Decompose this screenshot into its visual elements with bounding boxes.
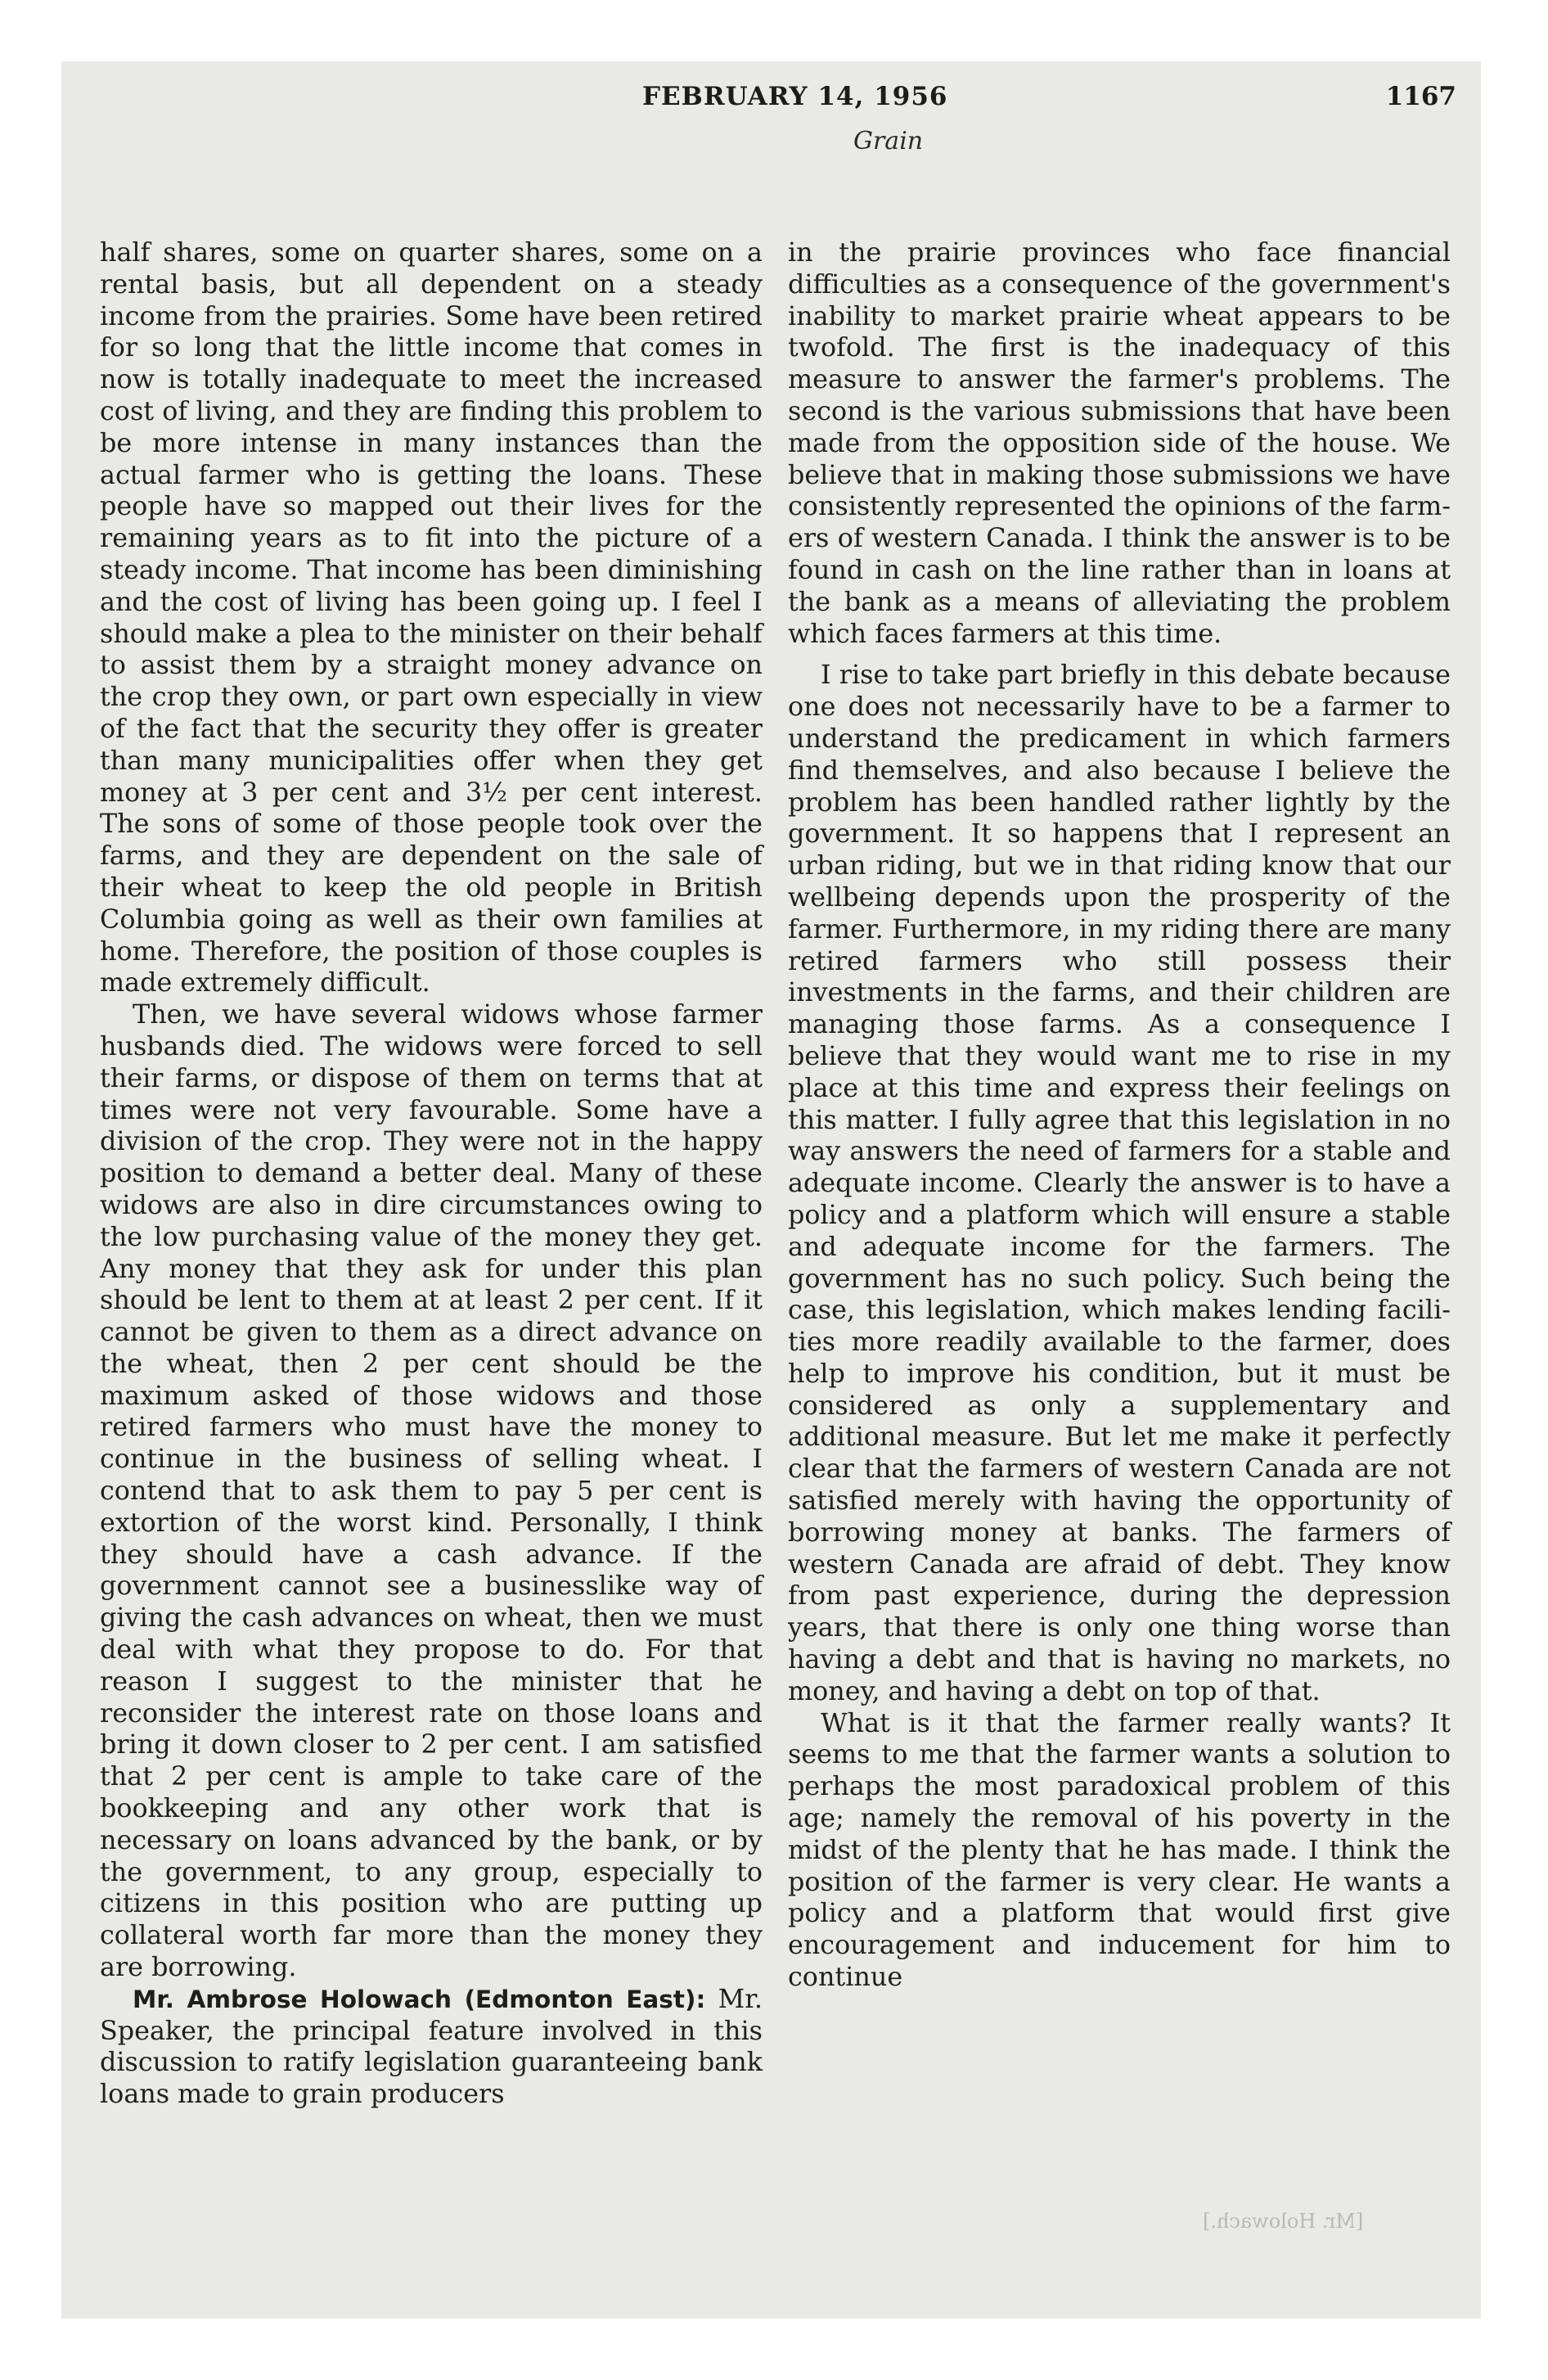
paragraph: half shares, some on quarter shares, some on a rental basis, but all dependent on a steady income from the prairies. Some have been retired for so long that the little income that comes in now is totally inadequate to meet the increased cost of living, and they are finding this problem to be more intense in many instances than the actual farmer who is getting the loans. These people have so mapped out their lives for the remaining years as to fit into the picture of a steady income. That income has been diminishing and the cost of living has been going up. I feel I should make a plea to the minister on their behalf to assist them by a straight money advance on the crop they own, or part own especially in view of the fact that the security they offer is greater than many municipalities offer when they get money at 3 per cent and 3½ per cent interest. The sons of some of those people took over the farms, and they are dependent on the sale of their wheat to keep the old people in British Columbia going as well as their own families at home. Therefore, the position of those couples is made extremely difficult. bbox=[100, 237, 763, 998]
speech-text: Mr. Speaker, the principal feature involved in this discussion to ratify legislation guaranteeing bank loans made to grain producers bbox=[100, 1983, 763, 2110]
paragraph: What is it that the farmer really wants? It seems to me that the farmer wants a solution to perhaps the most paradoxical problem of this age; namely the removal of his poverty in the midst of the plenty that he has made. I think the position of the farmer is very clear. He wants a policy and a platform that would first give encouragement and inducement for him to continue bbox=[788, 1707, 1451, 1993]
left-column bbox=[100, 237, 763, 2111]
show-through-footer: [Mr. Holowach.] bbox=[1203, 2210, 1364, 2233]
page-header bbox=[61, 82, 1481, 115]
page-number: 1167 bbox=[1385, 82, 1456, 111]
page-date: FEBRUARY 14, 1956 bbox=[642, 82, 948, 111]
section-title: Grain bbox=[853, 127, 924, 156]
paragraph: in the prairie provinces who face financial difficulties as a consequence of the government's inability to market prairie wheat appears to be twofold. The first is the inadequacy of this measure to answer the farmer's problems. The second is the various submissions that have been made from the opposition side of the house. We believe that in making those submissions we have consistently represented the opinions of the farmers of western Canada. I think the answer is to be found in cash on the line rather than in loans at the bank as a means of alleviating the problem which faces farmers at this time. bbox=[788, 237, 1451, 649]
right-column bbox=[788, 237, 1451, 1994]
speech-paragraph bbox=[100, 1984, 763, 2111]
paragraph: Then, we have several widows whose farmer husbands died. The widows were forced to sell their farms, or dispose of them on terms that at times were not very favourable. Some have a division of the crop. They were not in the happy position to demand a better deal. Many of these widows are also in dire circumstances owing to the low purchasing value of the money they get. Any money that they ask for under this plan should be lent to them at at least 2 per cent. If it cannot be given to them as a direct advance on the wheat, then 2 per cent should be the maximum asked of those widows and those retired farmers who must have the money to continue in the business of selling wheat. I contend that to ask them to pay 5 per cent is extortion of the worst kind. Personally, I think they should have a cash advance. If the government cannot see a businesslike way of giving the cash advances on wheat, then we must deal with what they propose to do. For that reason I suggest to the minister that he reconsider the interest rate on those loans and bring it down closer to 2 per cent. I am satisfied that 2 per cent is ample to take care of the bookkeeping and any other work that is necessary on loans advanced by the bank, or by the government, to any group, especially to citizens in this position who are putting up collateral worth far more than the money they are borrowing. bbox=[100, 999, 763, 1983]
speaker-name: Mr. Ambrose Holowach (Edmonton East): bbox=[133, 1985, 706, 2013]
paragraph: I rise to take part briefly in this debate because one does not necessarily have to be a farmer to understand the predicament in which farmers find themselves, and also because I believe the problem has been handled rather lightly by the government. It so happens that I represent an urban riding, but we in that riding know that our wellbeing depends upon the prosperity of the farmer. Furthermore, in my riding there are many retired farmers who still possess their investments in the farms, and their children are managing those farms. As a consequence I believe that they would want me to rise in my place at this time and express their feelings on this matter. I fully agree that this legislation in no way answers the need of farmers for a stable and adequate income. Clearly the answer is to have a policy and a platform which will ensure a stable and adequate income for the farmers. The government has no such policy. Such being the case, this legislation, which makes lending facilities more readily available to the farmer, does help to improve his condition, but it must be considered as only a supplementary and additional measure. But let me make it perfectly clear that the farmers of western Canada are not satisfied merely with having the opportunity of borrowing money at banks. The farmers of western Canada are afraid of debt. They know from past experience, during the depression years, that there is only one thing worse than having a debt and that is having no markets, no money, and having a debt on top of that. bbox=[788, 660, 1451, 1706]
